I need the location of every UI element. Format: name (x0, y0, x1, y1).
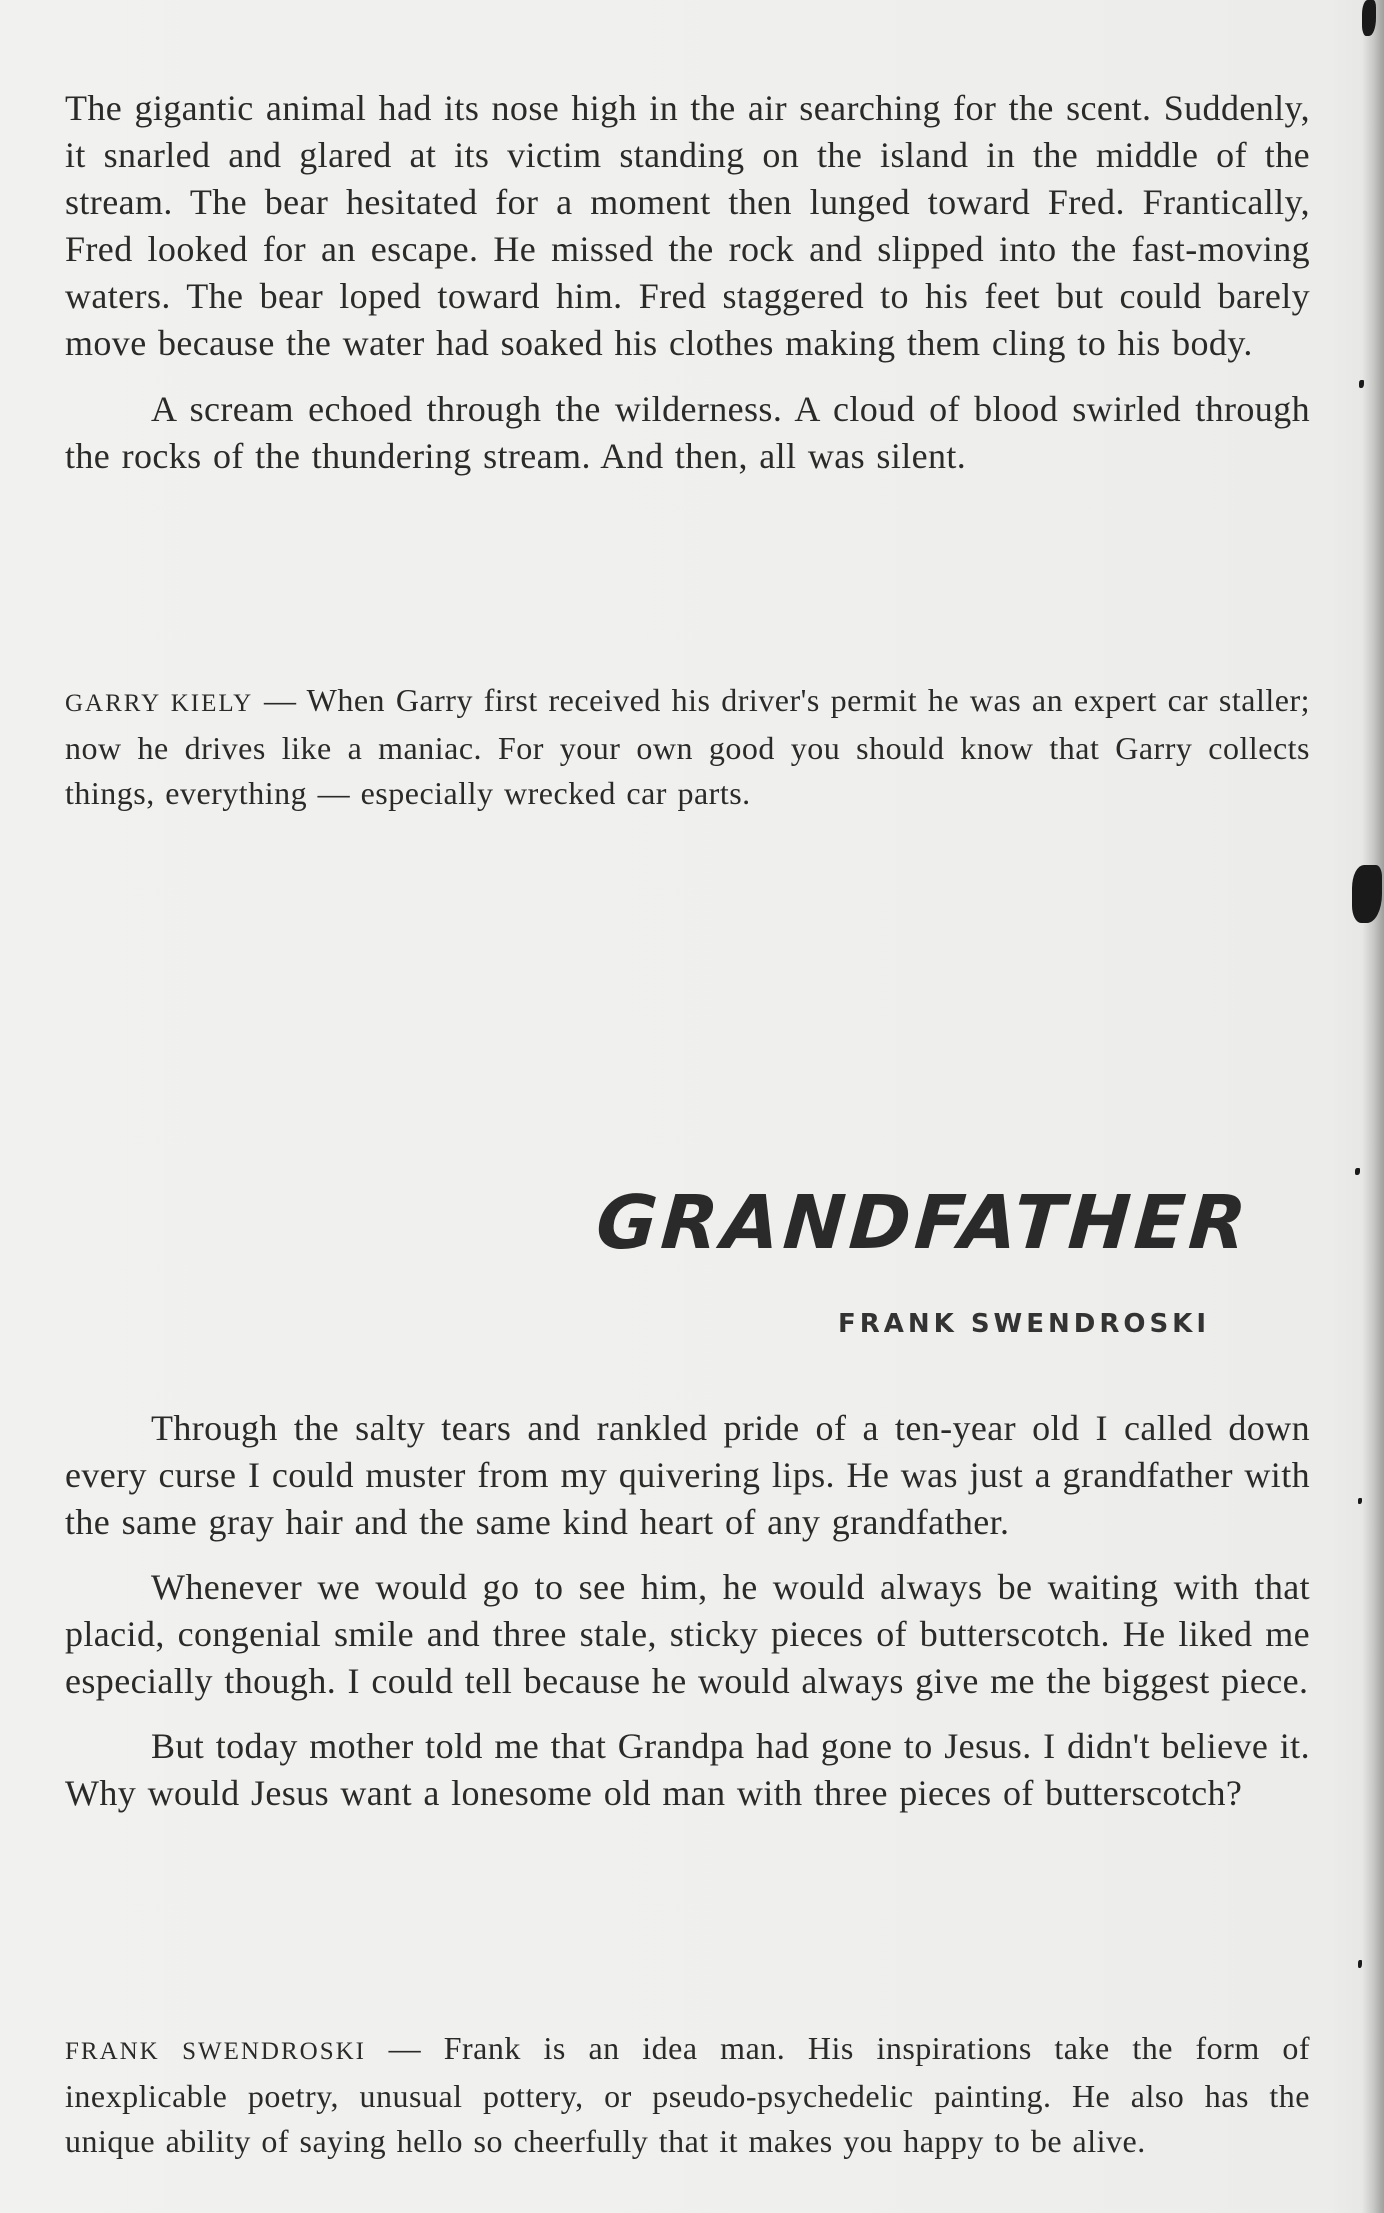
edge-ink-mark (1355, 1168, 1360, 1175)
bio-author-name: FRANK SWENDROSKI (65, 2038, 366, 2065)
grandfather-story (65, 1405, 1310, 1817)
story-paragraph-3: But today mother told me that Grandpa had gone to Jesus. I didn't believe it. Why would Jesus want a lonesome old man with three pieces of butterscotch? (65, 1726, 1310, 1813)
bio-paragraph (65, 2026, 1310, 2164)
story-paragraph-1: Through the salty tears and rankled pride of a ten-year old I called down every curse I could muster from my quivering lips. He was just a grandfather with the same gray hair and the same kind heart of any grandfather. (65, 1408, 1310, 1542)
bio-text: — When Garry first received his driver's permit he was an expert car staller; now he drives like a maniac. For your own good you should know that Garry collects things, everything — especially wrecked car parts. (65, 682, 1311, 811)
edge-ink-mark (1359, 380, 1364, 388)
story-paragraph-2: Whenever we would go to see him, he would always be waiting with that placid, congenial smile and three stale, sticky pieces of butterscotch. He liked me especially though. I could tell because he would always give me the biggest piece. (65, 1567, 1310, 1701)
edge-ink-mark (1358, 1498, 1362, 1504)
page-edge-shadow (1362, 0, 1384, 2213)
edge-ink-mark (1362, 0, 1376, 36)
story-ending (65, 85, 1310, 480)
edge-ink-mark (1352, 865, 1382, 923)
bio-paragraph (65, 678, 1310, 816)
edge-ink-mark (1358, 1960, 1362, 1968)
page-title: GRANDFATHER (593, 1180, 1254, 1266)
story-paragraph-2: A scream echoed through the wilderness. A cloud of blood swirled through the rocks of the thundering stream. And then, all was silent. (65, 389, 1310, 476)
story-paragraph-1: The gigantic animal had its nose high in the air searching for the scent. Suddenly, it snarled and glared at its victim standing on the island in the middle of the stream. The bear hesitated for a moment then lunged toward Fred. Frantically, Fred looked for an escape. He missed the rock and slipped into the fast-moving waters. The bear loped toward him. Fred staggered to his feet but could barely move because the water had soaked his clothes making them cling to his body. (65, 88, 1310, 363)
bio-author-name: GARRY KIELY (65, 690, 254, 717)
author-byline: FRANK SWENDROSKI (837, 1309, 1210, 1339)
author-bio-frank (65, 2026, 1310, 2164)
author-bio-garry (65, 678, 1310, 816)
bio-text: — Frank is an idea man. His inspirations take the form of inexplicable poetry, unusual pottery, or pseudo-psychedelic painting. He also has the unique ability of saying hello so cheerfully that it makes you happy to be alive. (65, 2030, 1310, 2159)
